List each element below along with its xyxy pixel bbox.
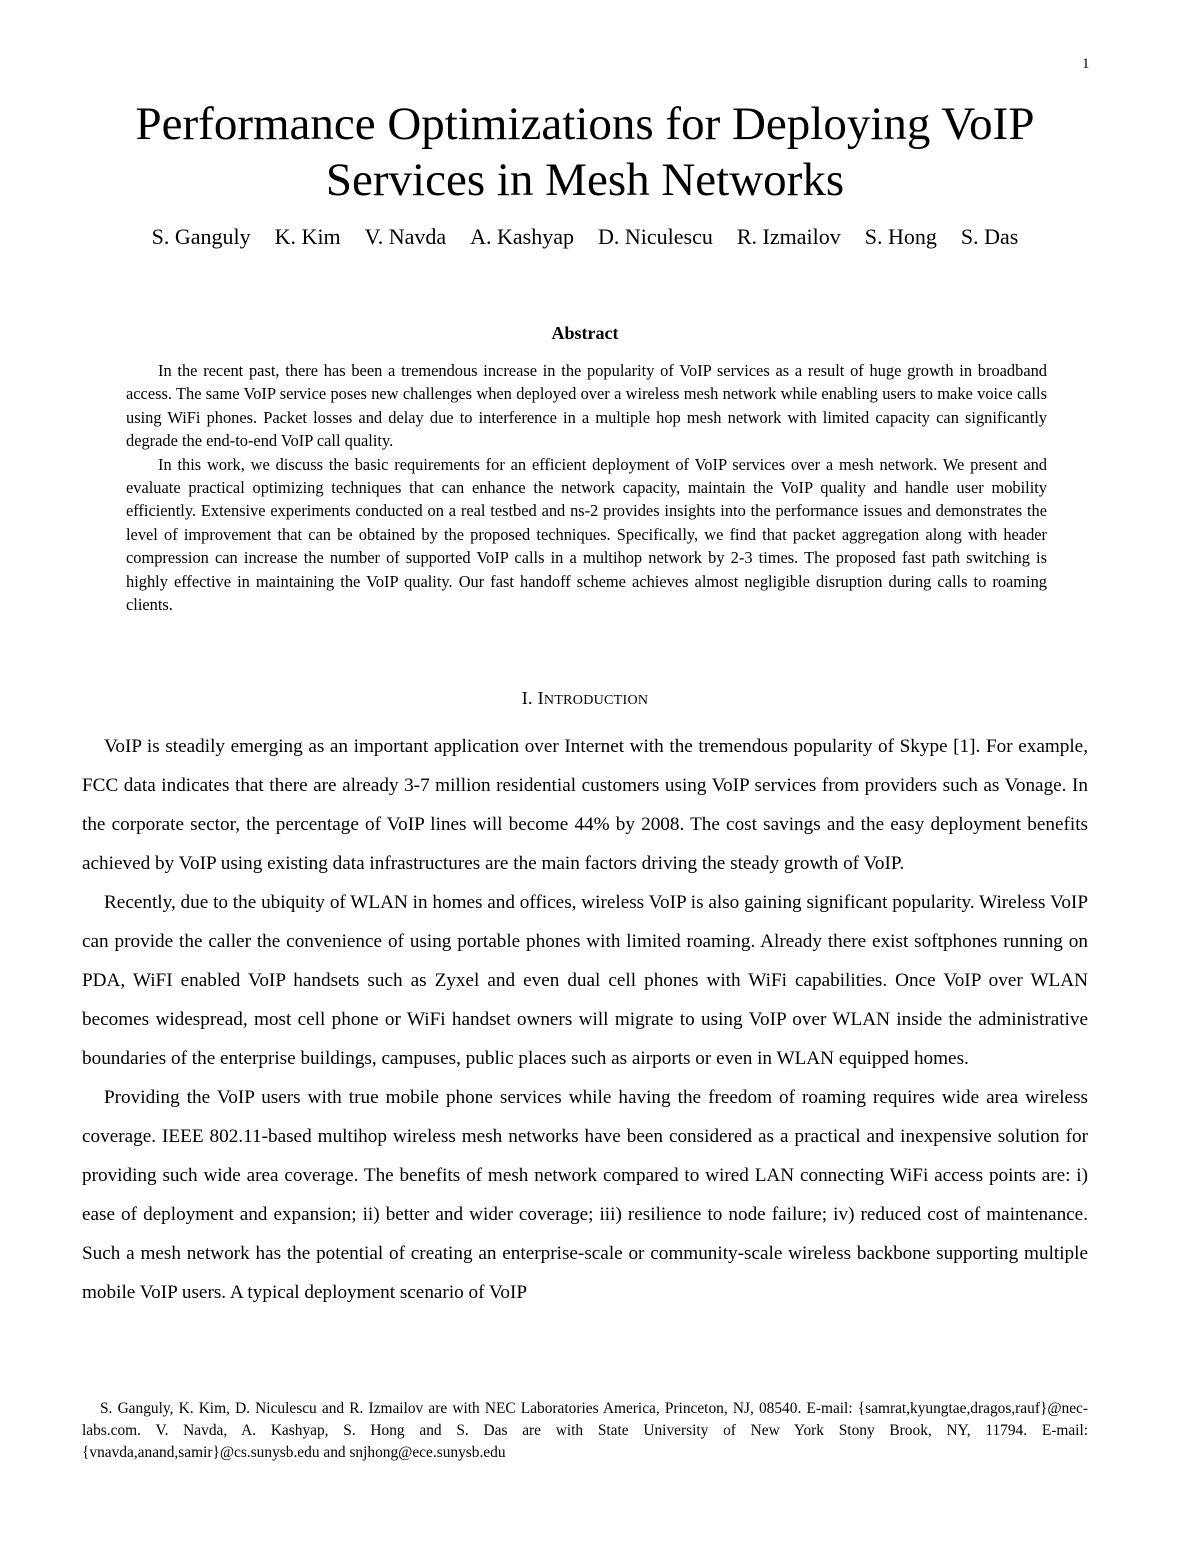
abstract-paragraph: In the recent past, there has been a tremendous increase in the popularity of VoIP services as a result of huge growth in broadband access. The same VoIP service poses new challenges when deployed over a wireless mesh network while enabling users to make voice calls using WiFi phones. Packet losses and delay due to interference in a multiple hop mesh network with limited capacity can significantly degrade the end-to-end VoIP call quality.: [126, 361, 1047, 451]
section-title-initial: I: [537, 688, 544, 708]
abstract-paragraph: In this work, we discuss the basic requirements for an efficient deployment of VoIP services over a mesh network. We present and evaluate practical optimizing techniques that can enhance the network capacity, maintain the VoIP quality and handle user mobility efficiently. Extensive experiments conducted on a real testbed and ns-2 provides insights into the performance issues and demonstrates the level of improvement that can be obtained by the proposed techniques. Specifically, we find that packet aggregation along with header compression can increase the number of supported VoIP calls in a multihop network by 2-3 times. The proposed fast path switching is highly effective in maintaining the VoIP quality. Our fast handoff scheme achieves almost negligible disruption during calls to roaming clients.: [126, 454, 1047, 615]
author: R. Izmailov: [736, 224, 841, 249]
paper-title: Performance Optimizations for Deploying VoIP Services in Mesh Networks: [135, 98, 1035, 206]
author: V. Navda: [364, 224, 447, 249]
abstract-body: [126, 359, 1047, 616]
footnote-text: S. Ganguly, K. Kim, D. Niculescu and R. Izmailov are with NEC Laboratories America, Princeton, NJ, 08540. E-mail: {samrat,kyungtae,dragos,rauf}@nec-labs.com. V. Navda, A. Kashyap, S. Hong and S. Das are with State University of New York Stony Brook, NY, 11794. E-mail: {vnavda,anand,samir}@cs.sunysb.edu and snjhong@ece.sunysb.edu: [82, 1400, 1088, 1461]
author: A. Kashyap: [470, 224, 575, 249]
abstract-heading: Abstract: [551, 323, 619, 343]
author: D. Niculescu: [598, 224, 713, 249]
section-title-rest: NTRODUCTION: [543, 693, 649, 708]
author: S. Das: [960, 224, 1019, 249]
author: S. Ganguly: [151, 224, 251, 249]
body-paragraph: VoIP is steadily emerging as an important application over Internet with the tremendous popularity of Skype [1]. For example, FCC data indicates that there are already 3-7 million residential customers using VoIP services from providers such as Vonage. In the corporate sector, the percentage of VoIP lines will become 44% by 2008. The cost savings and the easy deployment benefits achieved by VoIP using existing data infrastructures are the main factors driving the steady growth of VoIP.: [82, 736, 1088, 874]
author: K. Kim: [274, 224, 341, 249]
section-number: I.: [521, 688, 533, 708]
author: S. Hong: [864, 224, 937, 249]
section-heading: [60, 688, 1110, 709]
author-list: [60, 224, 1110, 250]
introduction-body: [82, 727, 1088, 1312]
page-number: 1: [1082, 56, 1090, 72]
author-affiliation-footnote: [82, 1398, 1088, 1464]
body-paragraph: Recently, due to the ubiquity of WLAN in homes and offices, wireless VoIP is also gaining significant popularity. Wireless VoIP can provide the caller the convenience of using portable phones with limited roaming. Already there exist softphones running on PDA, WiFI enabled VoIP handsets such as Zyxel and even dual cell phones with WiFi capabilities. Once VoIP over WLAN becomes widespread, most cell phone or WiFi handset owners will migrate to using VoIP over WLAN inside the administrative boundaries of the enterprise buildings, campuses, public places such as airports or even in WLAN equipped homes.: [82, 892, 1088, 1069]
body-paragraph: Providing the VoIP users with true mobile phone services while having the freedom of roaming requires wide area wireless coverage. IEEE 802.11-based multihop wireless mesh networks have been considered as a practical and inexpensive solution for providing such wide area coverage. The benefits of mesh network compared to wired LAN connecting WiFi access points are: i) ease of deployment and expansion; ii) better and wider coverage; iii) resilience to node failure; iv) reduced cost of maintenance. Such a mesh network has the potential of creating an enterprise-scale or community-scale wireless backbone supporting multiple mobile VoIP users. A typical deployment scenario of VoIP: [82, 1087, 1088, 1303]
